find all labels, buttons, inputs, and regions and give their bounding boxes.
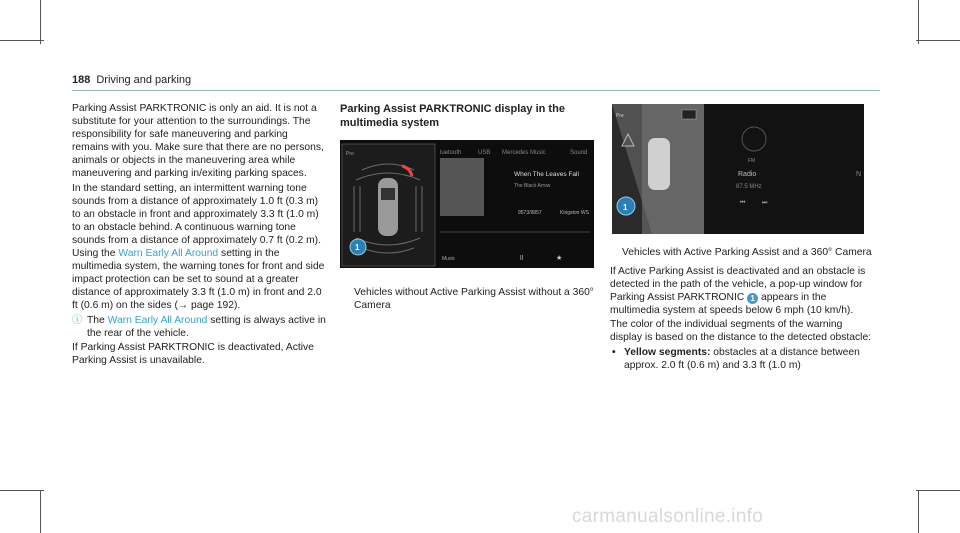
info-icon: ⓘ	[72, 314, 83, 326]
note: ⓘ The Warn Early All Around setting is always active in the rear of the vehicle.	[72, 314, 326, 339]
section-title: Driving and parking	[96, 74, 192, 86]
car-icon	[648, 138, 670, 190]
tab: Mercedes Music	[502, 150, 546, 156]
paragraph: The color of the individual segments of the warning display is based on the distance to the detected obstacle:	[610, 319, 872, 344]
pause-icon: ll	[520, 255, 524, 262]
multimedia-screenshot	[340, 140, 594, 268]
column-right	[610, 246, 872, 373]
crop-mark	[0, 490, 44, 491]
multimedia-screenshot-360	[612, 104, 864, 234]
tab: Sound	[570, 150, 588, 156]
tab: USB	[478, 150, 491, 156]
paragraph: If Active Parking Assist is deactivated and an obstacle is detected in the path of the vehicle, a pop-up window for Parking Assist PARKTRONIC 1 appears in the multimedia system at speeds below 6 mph (10 km/h).	[610, 266, 866, 317]
callout-badge: 1	[623, 203, 628, 212]
crop-mark	[40, 0, 41, 44]
album-art	[440, 158, 484, 216]
paragraph: In the standard setting, an intermittent warning tone sounds from a distance of approximately 1.0 ft (0.3 m) to an obstacle in front and approximately 3.3 ft (1.0 m) to an obstacle behind. A continuous warning tone sounds from a distance of approximately 0.7 ft (0.2 m). Using the Warn Early All Around setting in the multimedia system, the warning tones for front and side impact protection can be set to sound at a greater distance of approximately 3.3 ft (1.0 m) in front and 2.0 ft (0.6 m) on the sides (→ page 192).	[72, 182, 325, 312]
music-label: Music	[442, 256, 456, 262]
camera-display	[612, 104, 864, 234]
callout-badge: 1	[747, 293, 758, 304]
next-label: N	[856, 171, 862, 178]
figure-caption: Vehicles with Active Parking Assist and a 360° Camera	[622, 247, 872, 258]
column-middle	[340, 102, 596, 130]
section-heading: Parking Assist PARKTRONIC display in the multimedia system	[340, 103, 565, 129]
prev-icon: ⏮	[740, 199, 746, 206]
page-header	[72, 74, 191, 86]
crop-mark	[916, 40, 960, 41]
crop-mark	[918, 490, 919, 533]
pre-label: Pre	[346, 151, 354, 157]
crop-mark	[40, 490, 41, 533]
star-icon: ★	[556, 254, 563, 262]
song-title: When The Leaves Fall	[514, 171, 579, 178]
bullet-item: • Yellow segments: obstacles at a distance between approx. 2.0 ft (0.6 m) and 3.3 ft (1.0 m)	[612, 346, 860, 371]
crop-mark	[918, 0, 919, 44]
callout-badge: 1	[355, 243, 360, 252]
watermark: carmanualsonline.info	[572, 506, 764, 527]
setting-link[interactable]: Warn Early All Around	[118, 248, 219, 260]
header-rule	[72, 90, 880, 91]
page-number: 188	[72, 74, 91, 86]
pre-label: Pre	[616, 113, 624, 119]
parking-display	[340, 140, 594, 268]
paragraph: If Parking Assist PARKTRONIC is deactivated, Active Parking Assist is unavailable.	[72, 341, 314, 366]
fm-label: FM	[748, 158, 756, 164]
column-left	[72, 102, 326, 368]
tab: luetooth	[440, 150, 462, 156]
station: Kingston WS	[560, 210, 589, 216]
figure-caption: Vehicles without Active Parking Assist without a 360° Camera	[354, 287, 594, 311]
paragraph: Parking Assist PARKTRONIC is only an aid. It is not a substitute for your attention to the surroundings. The responsibility for safe maneuvering and parking remains with you. Make sure that there are no persons, animals or objects in the maneuvering area while maneuvering and parking in/exiting parking spaces.	[72, 103, 324, 180]
crop-mark	[916, 490, 960, 491]
crop-mark	[0, 40, 44, 41]
setting-link[interactable]: Warn Early All Around	[107, 314, 208, 326]
artist: The Black Arrow	[514, 183, 551, 189]
car-icon	[378, 178, 398, 236]
bullet-label: Yellow segments:	[624, 346, 711, 358]
frequency: 87.5 MHz	[736, 184, 762, 190]
next-icon: ⏭	[762, 199, 768, 206]
track-count: 9573/9857	[518, 210, 542, 216]
radio-label: Radio	[738, 171, 757, 178]
